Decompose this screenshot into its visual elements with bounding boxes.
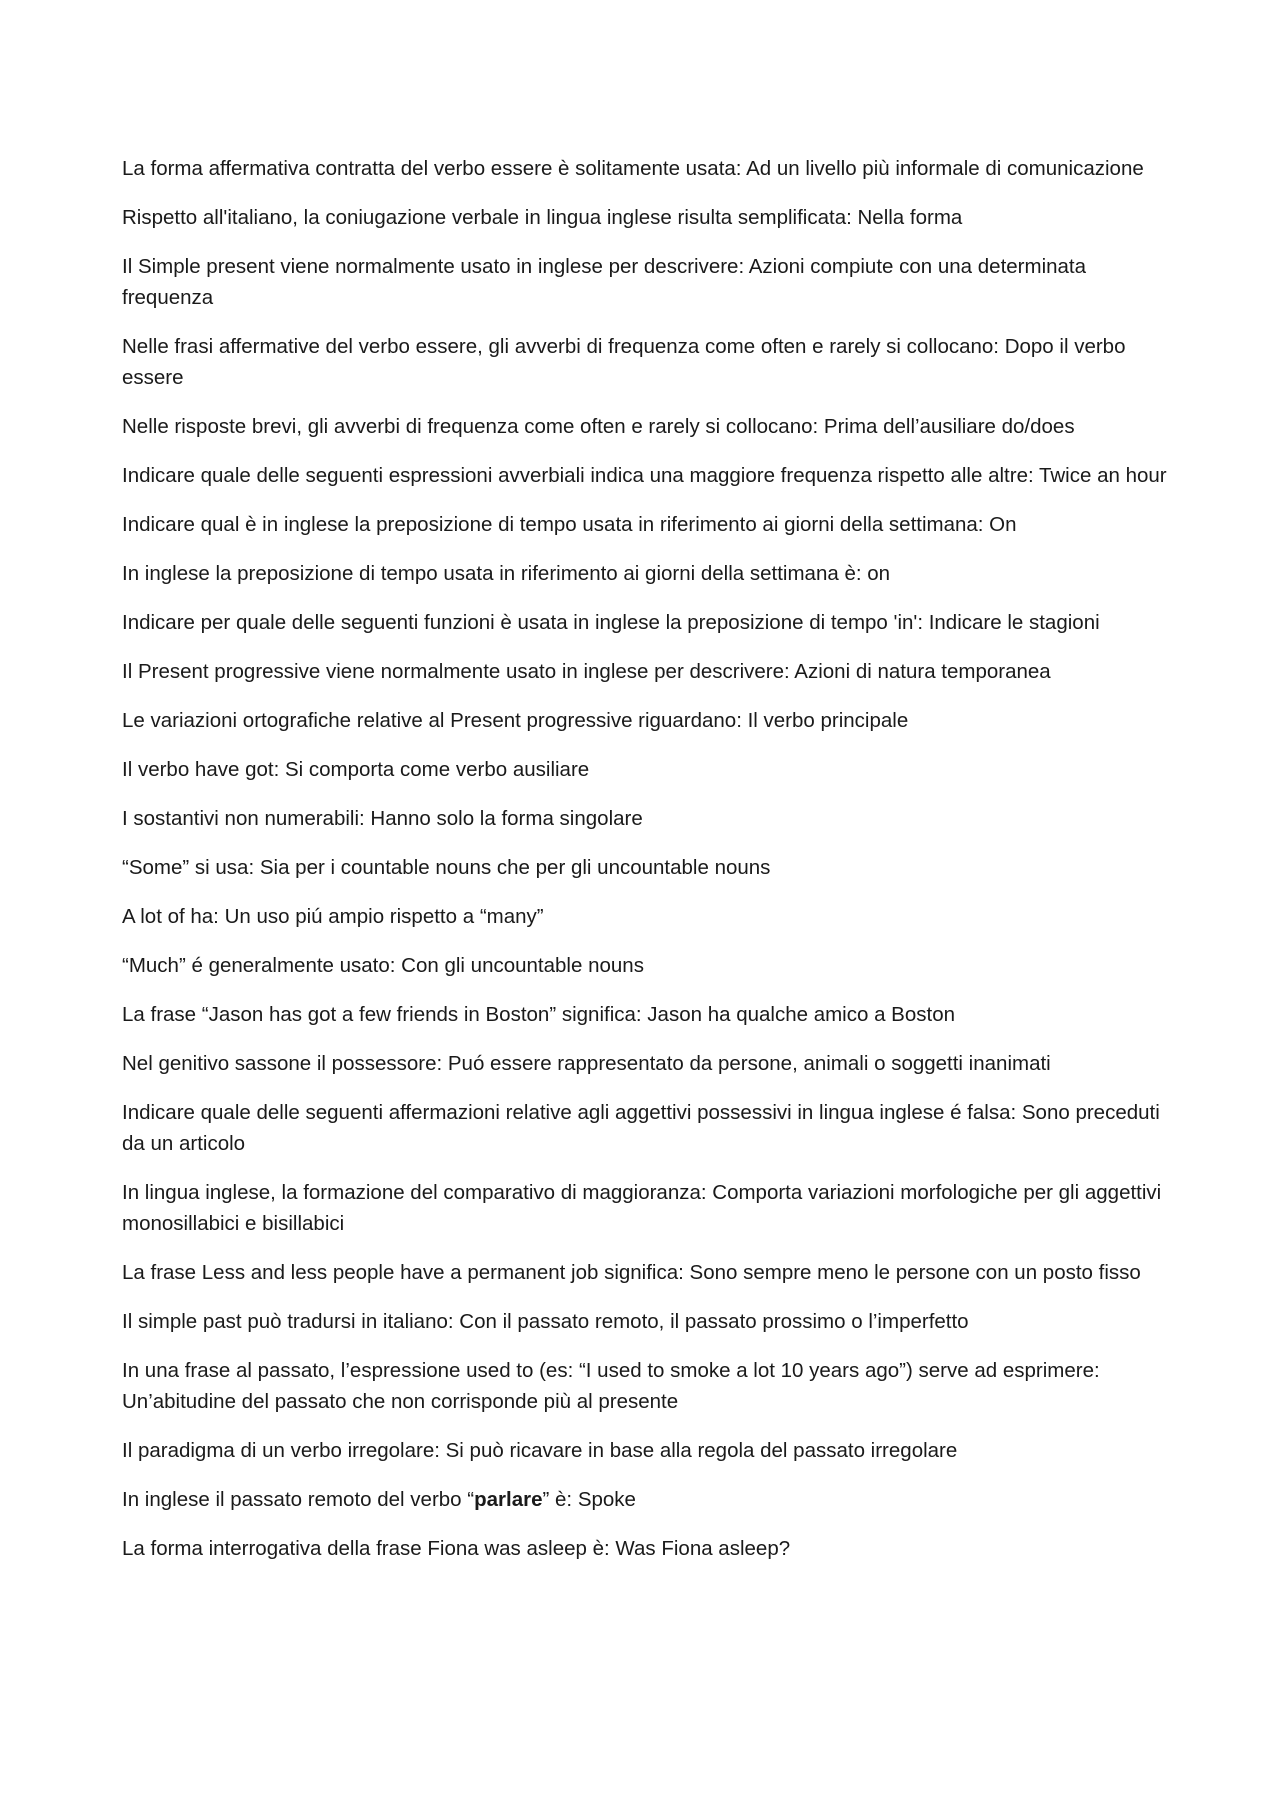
qa-line-13: I sostantivi non numerabili: Hanno solo la forma singolare bbox=[122, 807, 643, 830]
qa-line-25 bbox=[122, 1484, 1172, 1515]
qa-line-16: “Much” é generalmente usato: Con gli uncountable nouns bbox=[122, 954, 644, 977]
qa-line-12: Il verbo have got: Si comporta come verbo ausiliare bbox=[122, 758, 590, 781]
qa-line-25-after: ” è: Spoke bbox=[542, 1488, 636, 1511]
qa-line-4: Nelle frasi affermative del verbo essere, gli avverbi di frequenza come often e rarely si collocano: Dopo il verbo essere bbox=[122, 335, 1126, 389]
qa-line-9: Indicare per quale delle seguenti funzioni è usata in inglese la preposizione di tempo 'in': Indicare le stagioni bbox=[122, 611, 1100, 634]
qa-line-3: Il Simple present viene normalmente usato in inglese per descrivere: Azioni compiute con una determinata frequenza bbox=[122, 255, 1087, 309]
qa-line-23: In una frase al passato, l’espressione used to (es: “I used to smoke a lot 10 years ago”) serve ad esprimere: Un’abitudine del passato che non corrisponde più al presente bbox=[122, 1359, 1100, 1413]
qa-line-18: Nel genitivo sassone il possessore: Puó essere rappresentato da persone, animali o soggetti inanimati bbox=[122, 1052, 1051, 1075]
qa-line-1: La forma affermativa contratta del verbo essere è solitamente usata: Ad un livello più informale di comunicazione bbox=[122, 157, 1144, 180]
document-body bbox=[122, 153, 1172, 1582]
qa-line-25-bold-word: parlare bbox=[474, 1488, 543, 1511]
qa-line-19: Indicare quale delle seguenti affermazioni relative agli aggettivi possessivi in lingua inglese é falsa: Sono preceduti da un articolo bbox=[122, 1101, 1160, 1155]
qa-line-5: Nelle risposte brevi, gli avverbi di frequenza come often e rarely si collocano: Prima dell’ausiliare do/does bbox=[122, 415, 1075, 438]
qa-line-22: Il simple past può tradursi in italiano: Con il passato remoto, il passato prossimo o l’imperfetto bbox=[122, 1310, 969, 1333]
qa-line-2: Rispetto all'italiano, la coniugazione verbale in lingua inglese risulta semplificata: Nella forma bbox=[122, 206, 963, 229]
qa-line-17: La frase “Jason has got a few friends in Boston” significa: Jason ha qualche amico a Boston bbox=[122, 1003, 956, 1026]
qa-line-11: Le variazioni ortografiche relative al Present progressive riguardano: Il verbo principale bbox=[122, 709, 909, 732]
qa-line-24: Il paradigma di un verbo irregolare: Si può ricavare in base alla regola del passato irregolare bbox=[122, 1439, 958, 1462]
qa-line-15: A lot of ha: Un uso piú ampio rispetto a “many” bbox=[122, 905, 544, 928]
qa-line-7: Indicare qual è in inglese la preposizione di tempo usata in riferimento ai giorni della settimana: On bbox=[122, 513, 1017, 536]
qa-line-25-before: In inglese il passato remoto del verbo “ bbox=[122, 1488, 475, 1511]
qa-line-14: “Some” si usa: Sia per i countable nouns che per gli uncountable nouns bbox=[122, 856, 771, 879]
qa-line-20: In lingua inglese, la formazione del comparativo di maggioranza: Comporta variazioni morfologiche per gli aggettivi monosillabici e bisillabici bbox=[122, 1181, 1162, 1235]
qa-line-10: Il Present progressive viene normalmente usato in inglese per descrivere: Azioni di natura temporanea bbox=[122, 660, 1051, 683]
qa-line-26: La forma interrogativa della frase Fiona was asleep è: Was Fiona asleep? bbox=[122, 1537, 791, 1560]
qa-line-21: La frase Less and less people have a permanent job significa: Sono sempre meno le persone con un posto fisso bbox=[122, 1261, 1141, 1284]
qa-line-8: In inglese la preposizione di tempo usata in riferimento ai giorni della settimana è: on bbox=[122, 562, 891, 585]
qa-line-6: Indicare quale delle seguenti espressioni avverbiali indica una maggiore frequenza rispetto alle altre: Twice an hour bbox=[122, 464, 1167, 487]
